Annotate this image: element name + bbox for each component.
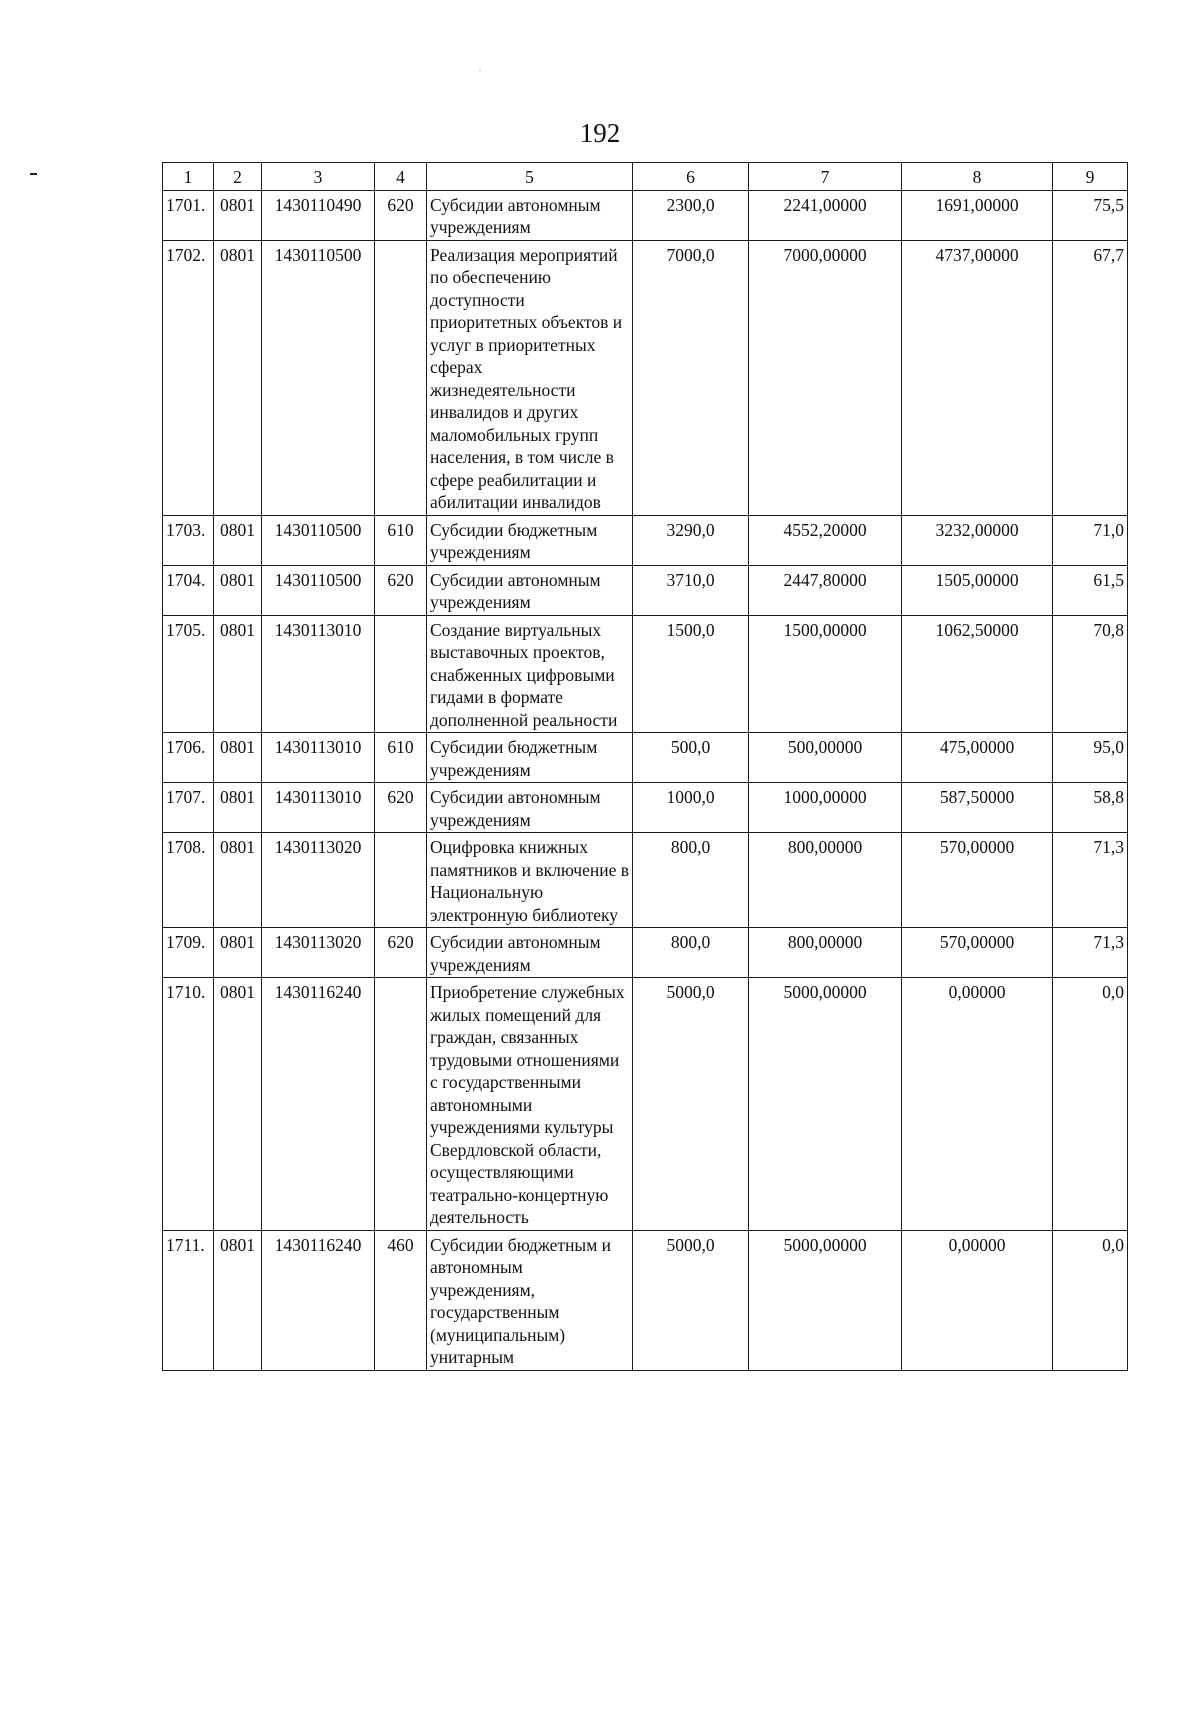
percent-executed-cell: 75,5: [1053, 190, 1128, 240]
section-code-cell: 0801: [214, 190, 262, 240]
percent-executed-cell: 71,0: [1053, 515, 1128, 565]
row-number-cell: 1702.: [163, 240, 214, 515]
target-code-cell: 1430113020: [262, 833, 375, 928]
percent-executed-cell: 71,3: [1053, 928, 1128, 978]
column-header-2: 2: [214, 163, 262, 191]
executed-amount-cell: 1691,00000: [902, 190, 1053, 240]
section-code-cell: 0801: [214, 733, 262, 783]
target-code-cell: 1430110490: [262, 190, 375, 240]
description-cell: Субсидии бюджетным учреждениям: [427, 515, 633, 565]
table-body: [163, 190, 1128, 1370]
description-cell: Субсидии бюджетным учреждениям: [427, 733, 633, 783]
section-code-cell: 0801: [214, 515, 262, 565]
column-header-4: 4: [375, 163, 427, 191]
revised-amount-cell: 5000,00000: [749, 978, 902, 1231]
executed-amount-cell: 0,00000: [902, 978, 1053, 1231]
revised-amount-cell: 800,00000: [749, 928, 902, 978]
revised-amount-cell: 4552,20000: [749, 515, 902, 565]
executed-amount-cell: 587,50000: [902, 783, 1053, 833]
expense-type-cell: 610: [375, 733, 427, 783]
section-code-cell: 0801: [214, 978, 262, 1231]
percent-executed-cell: 0,0: [1053, 978, 1128, 1231]
column-header-1: 1: [163, 163, 214, 191]
percent-executed-cell: 61,5: [1053, 565, 1128, 615]
executed-amount-cell: 1062,50000: [902, 615, 1053, 733]
revised-amount-cell: 2447,80000: [749, 565, 902, 615]
target-code-cell: 1430110500: [262, 565, 375, 615]
target-code-cell: 1430113010: [262, 783, 375, 833]
row-number-cell: 1703.: [163, 515, 214, 565]
percent-executed-cell: 95,0: [1053, 733, 1128, 783]
revised-amount-cell: 800,00000: [749, 833, 902, 928]
approved-amount-cell: 800,0: [633, 928, 749, 978]
revised-amount-cell: 1000,00000: [749, 783, 902, 833]
budget-table: [162, 162, 1128, 1371]
description-cell: Реализация мероприятий по обеспечению доступности приоритетных объектов и услуг в приоритетных сферах жизнедеятельности инвалидов и других маломобильных групп населения, в том числе в сфере реабилитации и абилитации инвалидов: [427, 240, 633, 515]
row-number-cell: 1701.: [163, 190, 214, 240]
revised-amount-cell: 2241,00000: [749, 190, 902, 240]
table-row: [163, 190, 1128, 240]
table-row: [163, 1230, 1128, 1370]
executed-amount-cell: 4737,00000: [902, 240, 1053, 515]
target-code-cell: 1430110500: [262, 515, 375, 565]
expense-type-cell: [375, 833, 427, 928]
expense-type-cell: [375, 978, 427, 1231]
executed-amount-cell: 3232,00000: [902, 515, 1053, 565]
row-number-cell: 1707.: [163, 783, 214, 833]
column-header-6: 6: [633, 163, 749, 191]
revised-amount-cell: 5000,00000: [749, 1230, 902, 1370]
executed-amount-cell: 0,00000: [902, 1230, 1053, 1370]
description-cell: Создание виртуальных выставочных проектов, снабженных цифровыми гидами в формате дополненной реальности: [427, 615, 633, 733]
column-header-8: 8: [902, 163, 1053, 191]
expense-type-cell: 620: [375, 565, 427, 615]
approved-amount-cell: 500,0: [633, 733, 749, 783]
target-code-cell: 1430116240: [262, 1230, 375, 1370]
expense-type-cell: 620: [375, 783, 427, 833]
percent-executed-cell: 70,8: [1053, 615, 1128, 733]
description-cell: Субсидии автономным учреждениям: [427, 190, 633, 240]
table-row: [163, 515, 1128, 565]
revised-amount-cell: 500,00000: [749, 733, 902, 783]
expense-type-cell: [375, 615, 427, 733]
row-number-cell: 1705.: [163, 615, 214, 733]
approved-amount-cell: 800,0: [633, 833, 749, 928]
percent-executed-cell: 67,7: [1053, 240, 1128, 515]
description-cell: Субсидии автономным учреждениям: [427, 928, 633, 978]
target-code-cell: 1430113010: [262, 733, 375, 783]
approved-amount-cell: 1500,0: [633, 615, 749, 733]
row-number-cell: 1706.: [163, 733, 214, 783]
expense-type-cell: [375, 240, 427, 515]
expense-type-cell: 460: [375, 1230, 427, 1370]
expense-type-cell: 620: [375, 928, 427, 978]
target-code-cell: 1430110500: [262, 240, 375, 515]
section-code-cell: 0801: [214, 783, 262, 833]
approved-amount-cell: 7000,0: [633, 240, 749, 515]
row-number-cell: 1710.: [163, 978, 214, 1231]
description-cell: Оцифровка книжных памятников и включение в Национальную электронную библиотеку: [427, 833, 633, 928]
section-code-cell: 0801: [214, 240, 262, 515]
row-number-cell: 1704.: [163, 565, 214, 615]
revised-amount-cell: 7000,00000: [749, 240, 902, 515]
description-cell: Субсидии бюджетным и автономным учреждениям, государственным (муниципальным) унитарным: [427, 1230, 633, 1370]
expense-type-cell: 610: [375, 515, 427, 565]
approved-amount-cell: 5000,0: [633, 1230, 749, 1370]
approved-amount-cell: 1000,0: [633, 783, 749, 833]
approved-amount-cell: 3710,0: [633, 565, 749, 615]
executed-amount-cell: 1505,00000: [902, 565, 1053, 615]
description-cell: Субсидии автономным учреждениям: [427, 783, 633, 833]
column-header-9: 9: [1053, 163, 1128, 191]
approved-amount-cell: 5000,0: [633, 978, 749, 1231]
table-row: [163, 615, 1128, 733]
target-code-cell: 1430113020: [262, 928, 375, 978]
table-row: [163, 928, 1128, 978]
executed-amount-cell: 570,00000: [902, 833, 1053, 928]
table-row: [163, 565, 1128, 615]
table-row: [163, 833, 1128, 928]
table-row: [163, 783, 1128, 833]
column-header-3: 3: [262, 163, 375, 191]
expense-type-cell: 620: [375, 190, 427, 240]
section-code-cell: 0801: [214, 1230, 262, 1370]
approved-amount-cell: 2300,0: [633, 190, 749, 240]
percent-executed-cell: 71,3: [1053, 833, 1128, 928]
description-cell: Приобретение служебных жилых помещений для граждан, связанных трудовыми отношениями с государственными автономными учреждениями культуры Свердловской области, осуществляющими театрально-концертную деятельность: [427, 978, 633, 1231]
table-row: [163, 733, 1128, 783]
revised-amount-cell: 1500,00000: [749, 615, 902, 733]
executed-amount-cell: 475,00000: [902, 733, 1053, 783]
row-number-cell: 1711.: [163, 1230, 214, 1370]
approved-amount-cell: 3290,0: [633, 515, 749, 565]
section-code-cell: 0801: [214, 928, 262, 978]
target-code-cell: 1430113010: [262, 615, 375, 733]
section-code-cell: 0801: [214, 615, 262, 733]
section-code-cell: 0801: [214, 833, 262, 928]
table-row: [163, 978, 1128, 1231]
percent-executed-cell: 58,8: [1053, 783, 1128, 833]
scan-speck: [479, 70, 481, 71]
column-header-5: 5: [427, 163, 633, 191]
column-header-7: 7: [749, 163, 902, 191]
header-row: [163, 163, 1128, 191]
row-number-cell: 1709.: [163, 928, 214, 978]
table-row: [163, 240, 1128, 515]
percent-executed-cell: 0,0: [1053, 1230, 1128, 1370]
row-number-cell: 1708.: [163, 833, 214, 928]
section-code-cell: 0801: [214, 565, 262, 615]
executed-amount-cell: 570,00000: [902, 928, 1053, 978]
page-number: 192: [579, 118, 621, 148]
description-cell: Субсидии автономным учреждениям: [427, 565, 633, 615]
target-code-cell: 1430116240: [262, 978, 375, 1231]
margin-mark: [30, 173, 37, 175]
